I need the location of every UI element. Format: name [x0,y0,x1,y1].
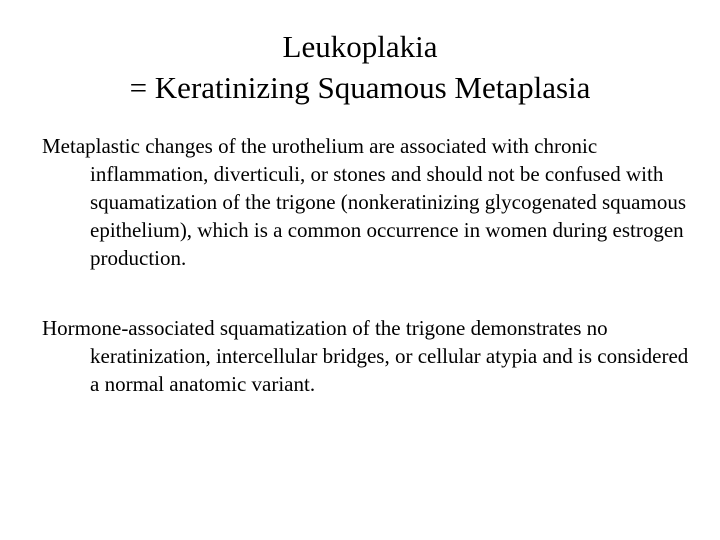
slide-title [0,26,720,108]
title-line-1: Leukoplakia [282,29,438,64]
body-paragraph-2: Hormone-associated squamatization of the trigone demonstrates no keratinization, intercellular bridges, or cellular atypia and is considered a normal anatomic variant. [42,316,689,396]
title-line-2: = Keratinizing Squamous Metaplasia [129,70,591,105]
body-paragraph-1: Metaplastic changes of the urothelium are associated with chronic inflammation, diverticuli, or stones and should not be confused with squamatization of the trigone (nonkeratinizing glycogenated squamous epithelium), which is a common occurrence in women during estrogen production. [42,134,686,270]
